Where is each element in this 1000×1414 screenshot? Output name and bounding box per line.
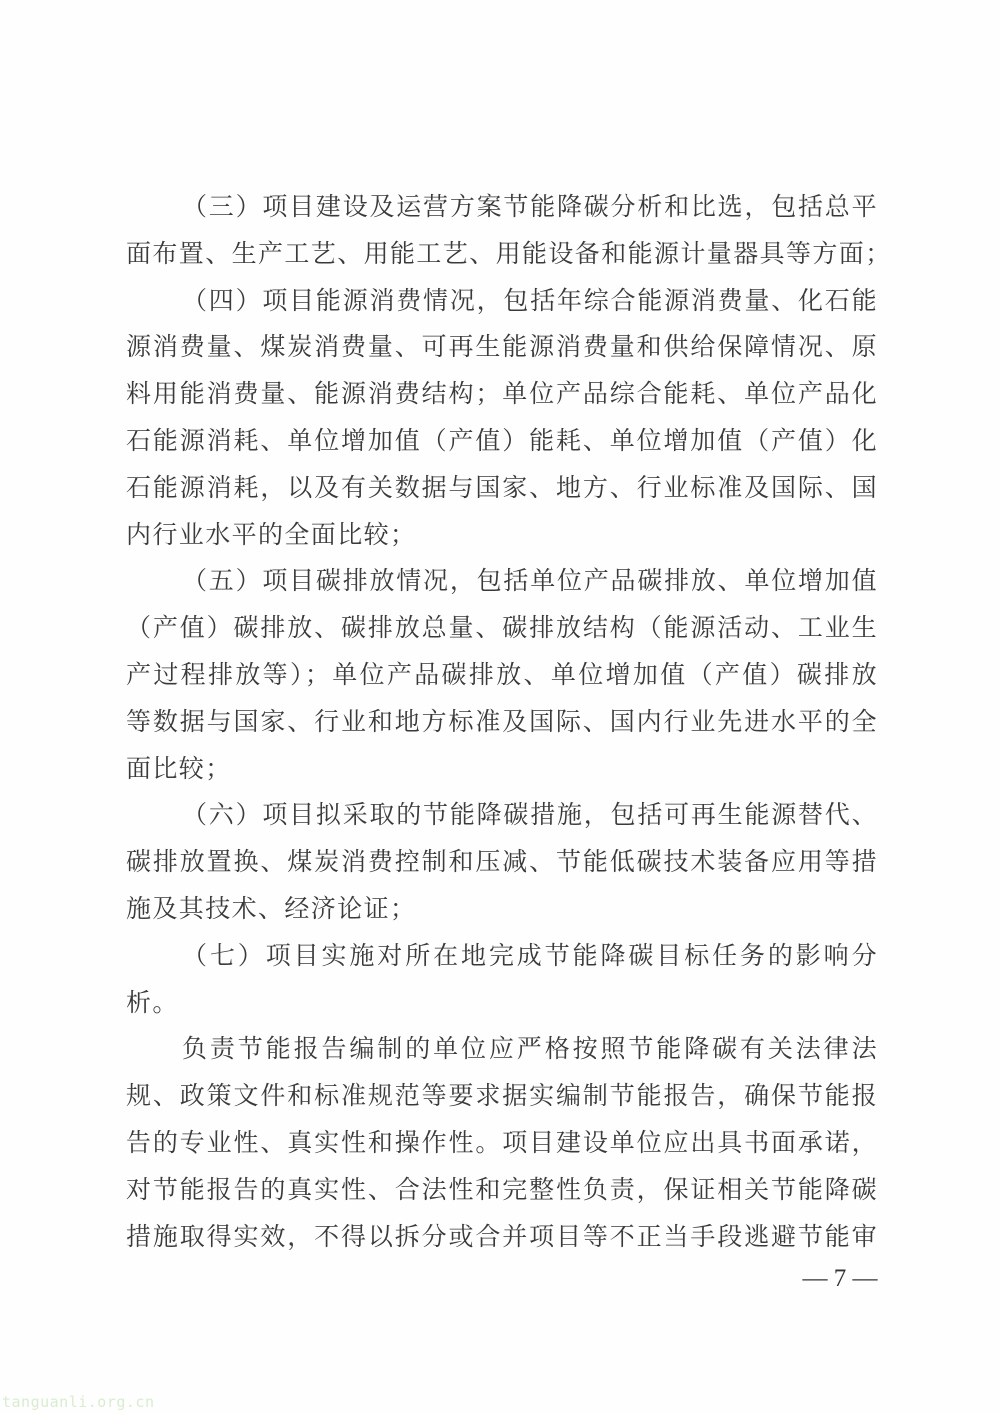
text-line: （产值）碳排放、碳排放总量、碳排放结构（能源活动、工业生 — [126, 613, 878, 643]
text-line: 石能源消耗，以及有关数据与国家、地方、行业标准及国际、国 — [126, 472, 878, 502]
text-line: 析。 — [126, 987, 179, 1017]
text-line: 告的专业性、真实性和操作性。项目建设单位应出具书面承诺， — [126, 1127, 878, 1157]
text-line: 规、政策文件和标准规范等要求据实编制节能报告，确保节能报 — [126, 1081, 878, 1111]
text-line: （三）项目建设及运营方案节能降碳分析和比选，包括总平 — [182, 192, 878, 221]
text-line: 内行业水平的全面比较； — [126, 519, 417, 549]
text-line: 等数据与国家、行业和地方标准及国际、国内行业先进水平的全 — [126, 706, 878, 736]
text-line: 面比较； — [126, 753, 232, 783]
text-line: 源消费量、煤炭消费量、可再生能源消费量和供给保障情况、原 — [126, 332, 878, 362]
text-line: 料用能消费量、能源消费结构；单位产品综合能耗、单位产品化 — [126, 379, 878, 409]
text-line: （四）项目能源消费情况，包括年综合能源消费量、化石能 — [182, 285, 878, 315]
text-line: （七）项目实施对所在地完成节能降碳目标任务的影响分 — [182, 940, 878, 970]
text-line: （六）项目拟采取的节能降碳措施，包括可再生能源替代、 — [182, 800, 878, 830]
text-line: 负责节能报告编制的单位应严格按照节能降碳有关法律法 — [182, 1034, 878, 1064]
text-line: 措施取得实效，不得以拆分或合并项目等不正当手段逃避节能审 — [126, 1221, 878, 1251]
page-number: — 7 — — [802, 1265, 878, 1292]
watermark: tanguanli.org.cn — [2, 1393, 155, 1411]
text-line: 石能源消耗、单位增加值（产值）能耗、单位增加值（产值）化 — [126, 425, 878, 455]
text-line: （五）项目碳排放情况，包括单位产品碳排放、单位增加值 — [182, 566, 878, 596]
text-line: 施及其技术、经济论证； — [126, 893, 417, 923]
text-line: 碳排放置换、煤炭消费控制和压减、节能低碳技术装备应用等措 — [126, 847, 878, 877]
text-line: 对节能报告的真实性、合法性和完整性负责，保证相关节能降碳 — [126, 1174, 878, 1204]
text-line: 面布置、生产工艺、用能工艺、用能设备和能源计量器具等方面； — [126, 238, 892, 268]
text-line: 产过程排放等）；单位产品碳排放、单位增加值（产值）碳排放 — [126, 659, 878, 689]
body-text — [126, 184, 892, 1260]
